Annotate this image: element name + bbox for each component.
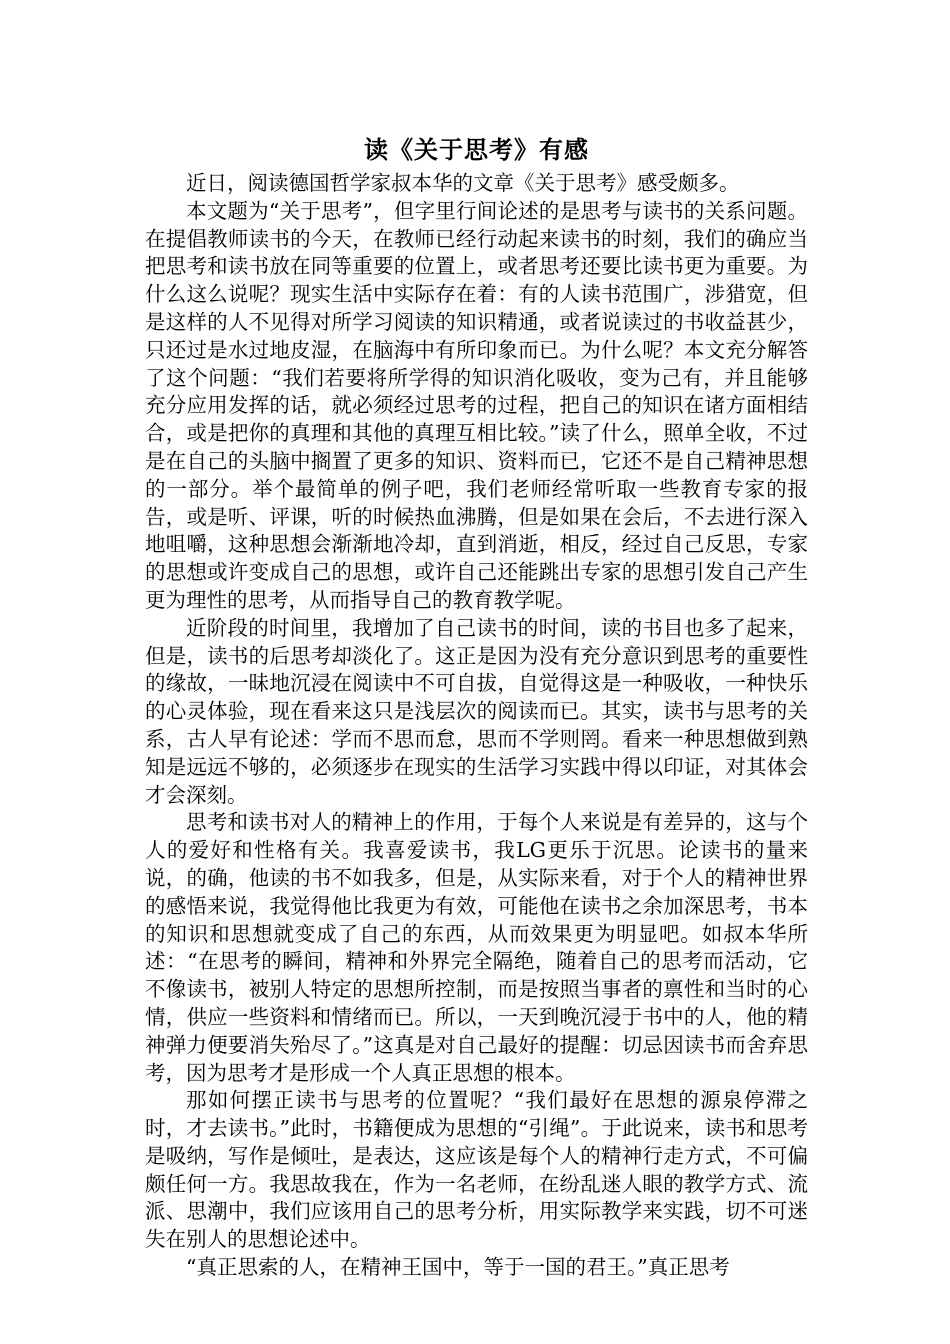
paragraph-balance: 那如何摆正读书与思考的位置呢？“我们最好在思想的源泉停滞之时，才去读书。”此时，书籍便成为思想的“引绳”。于此说来，读书和思考是吸纳，写作是倾吐，是表达，这应该是每个人的精神行走方式，不可偏颇任何一方。我思故我在，作为一名老师，在纷乱迷人眼的教学方式、流派、思潮中，我们应该用自己的思考分析，用实际教学来实践，切不可迷失在别人的思想论述中。 <box>145 1088 808 1252</box>
paragraph-effect: 思考和读书对人的精神上的作用，于每个人来说是有差异的，这与个人的爱好和性格有关。我喜爱读书，我LG更乐于沉思。论读书的量来说，的确，他读的书不如我多，但是，从实际来看，对于个人的精神世界的感悟来说，我觉得他比我更为有效，可能他在读书之余加深思考，书本的知识和思想就变成了自己的东西，从而效果更为明显吧。如叔本华所述：“在思考的瞬间，精神和外界完全隔绝，随着自己的思考而活动，它不像读书，被别人特定的思想所控制，而是按照当事者的禀性和当时的心情，供应一些资料和情绪而已。所以，一天到晚沉浸于书中的人，他的精神弹力便要消失殆尽了。”这真是对自己最好的提醒：切忌因读书而舍弃思考，因为思考才是形成一个人真正思想的根本。 <box>145 810 808 1085</box>
document-title: 读《关于思考》有感 <box>364 136 589 164</box>
paragraph-intro: 近日，阅读德国哲学家叔本华的文章《关于思考》感受颇多。 <box>186 171 740 195</box>
paragraph-closing: “真正思索的人，在精神王国中，等于一国的君王。”真正思考 <box>186 1255 730 1280</box>
paragraph-recent-reading: 近阶段的时间里，我增加了自己读书的时间，读的书目也多了起来，但是，读书的后思考却淡化了。这正是因为没有充分意识到思考的重要性的缘故，一昧地沉浸在阅读中不可自拔，自觉得这是一种吸收，一种快乐的心灵体验，现在看来这只是浅层次的阅读而已。其实，读书与思考的关系，古人早有论述：学而不思而怠，思而不学则罔。看来一种思想做到熟知是远远不够的，必须逐步在现实的生活学习实践中得以印证，对其体会才会深刻。 <box>145 615 808 807</box>
paragraph-topic: 本文题为“关于思考”，但字里行间论述的是思考与读书的关系问题。在提倡教师读书的今天，在教师已经行动起来读书的时刻，我们的确应当把思考和读书放在同等重要的位置上，或者思考还要比读书更为重要。为什么这么说呢？现实生活中实际存在着：有的人读书范围广，涉猎宽，但是这样的人不见得对所学习阅读的知识精通，或者说读过的书收益甚少，只还过是水过地皮湿，在脑海中有所印象而已。为什么呢？本文充分解答了这个问题：“我们若要将所学得的知识消化吸收，变为己有，并且能够充分应用发挥的话，就必须经过思考的过程，把自己的知识在诸方面相结合，或是把你的真理和其他的真理互相比较。”读了什么，照单全收，不过是在自己的头脑中搁置了更多的知识、资料而已，它还不是自己精神思想的一部分。举个最简单的例子吧，我们老师经常听取一些教育专家的报告，或是听、评课，听的时候热血沸腾，但是如果在会后，不去进行深入地咀嚼，这种思想会渐渐地冷却，直到消逝，相反，经过自己反思，专家的思想或许变成自己的思想，或许自己还能跳出专家的思想引发自己产生更为理性的思考，从而指导自己的教育教学呢。 <box>145 198 808 612</box>
document-page <box>145 130 808 1282</box>
